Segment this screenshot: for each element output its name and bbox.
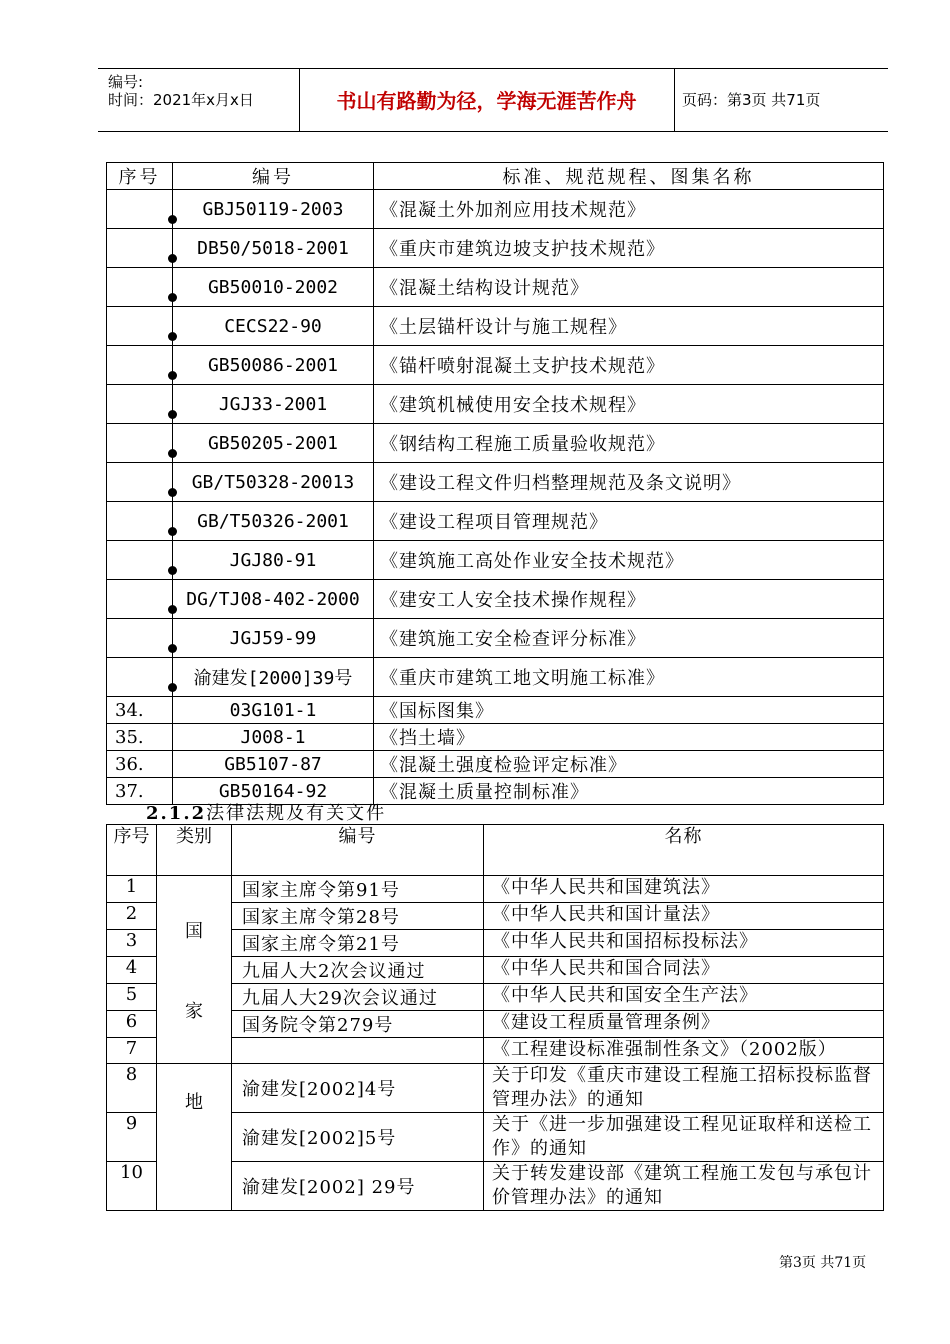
- bullet-icon: [168, 332, 177, 341]
- table-header-row: [107, 163, 884, 190]
- seq-cell: [107, 424, 173, 463]
- seq-cell: 3: [107, 930, 157, 957]
- standard-name: 《混凝土结构设计规范》: [374, 268, 884, 307]
- section-title: 法律法规及有关文件: [206, 803, 387, 824]
- table-header-row: [107, 825, 884, 876]
- seq-cell: [107, 307, 173, 346]
- table-row: [107, 658, 884, 697]
- table-row: [107, 580, 884, 619]
- header-motto: 书山有路勤为径，学海无涯苦作舟: [336, 89, 637, 113]
- law-code: 国家主席令第21号: [232, 930, 484, 957]
- standard-name: 《建设工程文件归档整理规范及条文说明》: [374, 463, 884, 502]
- column-header-seq: 序号: [107, 825, 157, 876]
- bullet-icon: [168, 449, 177, 458]
- law-name: 《中华人民共和国合同法》: [484, 957, 884, 984]
- standard-code: 渝建发[2000]39号: [173, 658, 374, 697]
- category-char: 国: [185, 920, 203, 942]
- seq-cell: [107, 268, 173, 307]
- standard-code: JGJ80-91: [173, 541, 374, 580]
- law-name: 《中华人民共和国安全生产法》: [484, 984, 884, 1011]
- bullet-icon: [168, 371, 177, 380]
- standard-name: 《挡土墙》: [374, 724, 884, 751]
- category-label: 地: [185, 1092, 203, 1113]
- bullet-icon: [168, 566, 177, 575]
- seq-cell: 37.: [107, 778, 173, 805]
- table-row: [107, 307, 884, 346]
- standards-table: [106, 162, 884, 805]
- category-cell-local: [157, 1064, 232, 1211]
- bullet-icon: [168, 605, 177, 614]
- law-name: 《中华人民共和国建筑法》: [484, 876, 884, 903]
- seq-cell: [107, 502, 173, 541]
- bullet-icon: [168, 293, 177, 302]
- seq-cell: 36.: [107, 751, 173, 778]
- seq-cell: [107, 619, 173, 658]
- law-name: 关于印发《重庆市建设工程施工招标投标监督管理办法》的通知: [484, 1064, 884, 1113]
- standard-code: GBJ50119-2003: [173, 190, 374, 229]
- bullet-icon: [168, 410, 177, 419]
- standard-code: DB50/5018-2001: [173, 229, 374, 268]
- table-row: [107, 502, 884, 541]
- seq-cell: [107, 541, 173, 580]
- standard-name: 《建筑机械使用安全技术规程》: [374, 385, 884, 424]
- table-row: [107, 424, 884, 463]
- seq-cell: 35.: [107, 724, 173, 751]
- bullet-icon: [168, 644, 177, 653]
- column-header-name: 名称: [484, 825, 884, 876]
- footer-page-label: 第3页 共71页: [779, 1255, 867, 1271]
- law-name: 关于《进一步加强建设工程见证取样和送检工作》的通知: [484, 1113, 884, 1162]
- document-time-label: 时间：2021年x月x日: [108, 91, 254, 109]
- section-heading: [146, 799, 386, 825]
- law-name: 《建设工程质量管理条例》: [484, 1011, 884, 1038]
- column-header-code: 编号: [173, 163, 374, 190]
- standard-code: GB50010-2002: [173, 268, 374, 307]
- seq-cell: 4: [107, 957, 157, 984]
- standard-code: GB/T50328-20013: [173, 463, 374, 502]
- standard-code: 03G101-1: [173, 697, 374, 724]
- table-row: [107, 463, 884, 502]
- law-code: 国家主席令第28号: [232, 903, 484, 930]
- law-name: 关于转发建设部《建筑工程施工发包与承包计价管理办法》的通知: [484, 1162, 884, 1211]
- standard-code: CECS22-90: [173, 307, 374, 346]
- standard-name: 《建安工人安全技术操作规程》: [374, 580, 884, 619]
- standard-code: DG/TJ08-402-2000: [173, 580, 374, 619]
- seq-cell: 2: [107, 903, 157, 930]
- seq-cell: 7: [107, 1038, 157, 1064]
- page-header: [98, 68, 888, 132]
- column-header-seq: 序号: [107, 163, 173, 190]
- standard-name: 《建设工程项目管理规范》: [374, 502, 884, 541]
- bullet-icon: [168, 254, 177, 263]
- bullet-icon: [168, 215, 177, 224]
- section-number: 2.1.2: [146, 803, 207, 824]
- standard-code: GB5107-87: [173, 751, 374, 778]
- standard-code: GB/T50326-2001: [173, 502, 374, 541]
- category-label: [157, 890, 231, 1050]
- bullet-icon: [168, 527, 177, 536]
- column-header-name: 标准、规范规程、图集名称: [374, 163, 884, 190]
- standard-code: J008-1: [173, 724, 374, 751]
- standard-name: 《重庆市建筑工地文明施工标准》: [374, 658, 884, 697]
- standard-name: 《重庆市建筑边坡支护技术规范》: [374, 229, 884, 268]
- column-header-code: 编号: [232, 825, 484, 876]
- standard-name: 《混凝土质量控制标准》: [374, 778, 884, 805]
- table-row: [107, 619, 884, 658]
- seq-cell: [107, 190, 173, 229]
- table-row: [107, 697, 884, 724]
- standard-code: GB50086-2001: [173, 346, 374, 385]
- standard-name: 《国标图集》: [374, 697, 884, 724]
- seq-cell: 1: [107, 876, 157, 903]
- standard-name: 《混凝土强度检验评定标准》: [374, 751, 884, 778]
- standard-name: 《建筑施工安全检查评分标准》: [374, 619, 884, 658]
- table-row: [107, 385, 884, 424]
- table-row: [107, 1064, 884, 1113]
- law-name: 《工程建设标准强制性条文》（2002版）: [484, 1038, 884, 1064]
- seq-cell: [107, 229, 173, 268]
- table-row: [107, 190, 884, 229]
- table-row: [107, 751, 884, 778]
- seq-cell: 9: [107, 1113, 157, 1162]
- law-code: 九届人大2次会议通过: [232, 957, 484, 984]
- seq-cell: 34.: [107, 697, 173, 724]
- bullet-icon: [168, 683, 177, 692]
- standard-name: 《钢结构工程施工质量验收规范》: [374, 424, 884, 463]
- column-header-category: 类别: [157, 825, 232, 876]
- law-code: 国务院令第279号: [232, 1011, 484, 1038]
- seq-cell: 10: [107, 1162, 157, 1211]
- seq-cell: [107, 385, 173, 424]
- law-code: 渝建发[2002] 29号: [232, 1162, 484, 1211]
- seq-cell: [107, 463, 173, 502]
- law-code: 渝建发[2002]5号: [232, 1113, 484, 1162]
- table-row: [107, 876, 884, 903]
- category-char: 家: [185, 1000, 203, 1022]
- seq-cell: [107, 346, 173, 385]
- law-code: [232, 1038, 484, 1064]
- seq-cell: [107, 580, 173, 619]
- table-row: [107, 346, 884, 385]
- standard-code: JGJ59-99: [173, 619, 374, 658]
- seq-cell: 6: [107, 1011, 157, 1038]
- seq-cell: 8: [107, 1064, 157, 1113]
- standard-name: 《混凝土外加剂应用技术规范》: [374, 190, 884, 229]
- seq-cell: 5: [107, 984, 157, 1011]
- laws-table: [106, 824, 884, 1211]
- standard-code: GB50164-92: [173, 778, 374, 805]
- header-page-label: 页码：第3页 共71页: [682, 91, 821, 109]
- table-row: [107, 229, 884, 268]
- standard-code: GB50205-2001: [173, 424, 374, 463]
- document-id-label: 编号:: [108, 73, 144, 91]
- standard-name: 《锚杆喷射混凝土支护技术规范》: [374, 346, 884, 385]
- standard-code: JGJ33-2001: [173, 385, 374, 424]
- standard-name: 《土层锚杆设计与施工规程》: [374, 307, 884, 346]
- seq-cell: [107, 658, 173, 697]
- category-cell-national: [157, 876, 232, 1064]
- header-divider: [674, 69, 675, 131]
- standard-name: 《建筑施工高处作业安全技术规范》: [374, 541, 884, 580]
- table-row: [107, 268, 884, 307]
- bullet-icon: [168, 488, 177, 497]
- law-name: 《中华人民共和国招标投标法》: [484, 930, 884, 957]
- table-row: [107, 724, 884, 751]
- law-code: 渝建发[2002]4号: [232, 1064, 484, 1113]
- law-code: 国家主席令第91号: [232, 876, 484, 903]
- law-name: 《中华人民共和国计量法》: [484, 903, 884, 930]
- table-row: [107, 541, 884, 580]
- law-code: 九届人大29次会议通过: [232, 984, 484, 1011]
